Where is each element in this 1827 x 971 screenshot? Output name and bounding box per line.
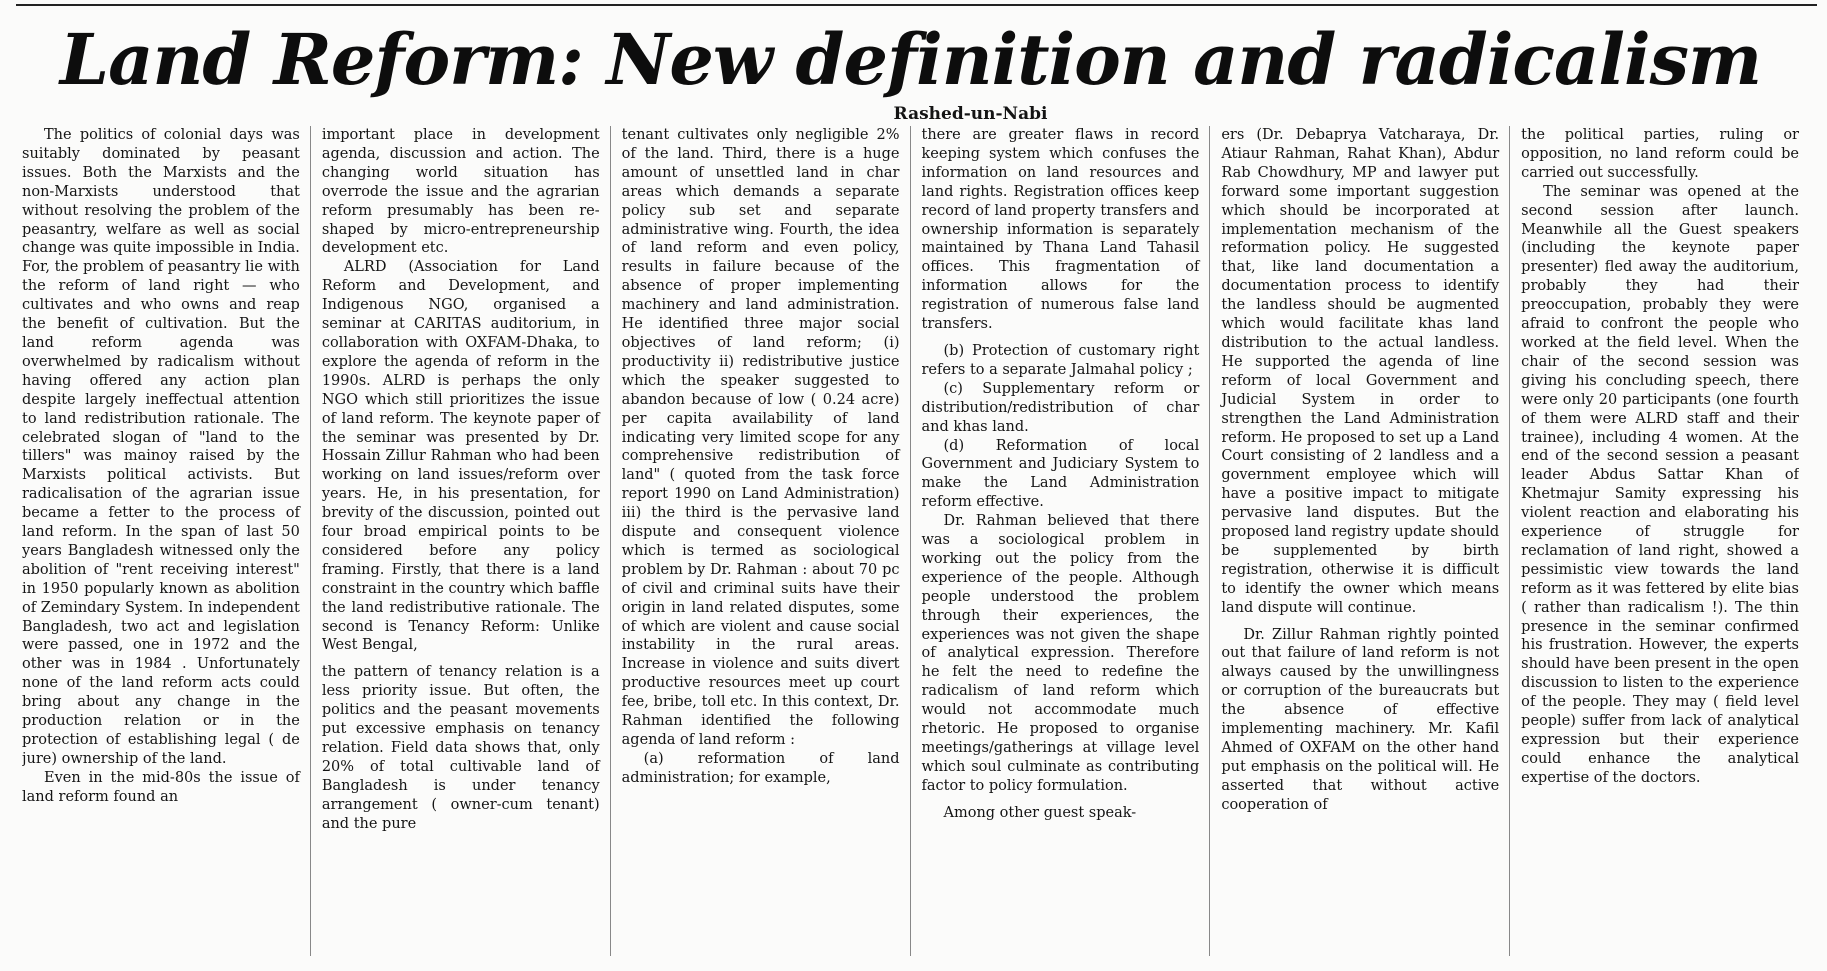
paragraph: The politics of colonial days was suitably dominated by peasant issues. Both the Marxists and the non-Marxists understood that without resolving the problem of the peasantry, welfare as well as social change was quite impossible in India. For, the problem of peasantry lie with the reform of land right — who cultivates and who owns and reap the benefit of cultivation. But the land reform agenda was overwhelmed by radicalism without having offered any action plan despite largely ineffectual attention to land redistribution rationale. The celebrated slogan of "land to the tillers" was mainoy raised by the Marxists political activists. But radicalisation of the agrarian issue became a fetter to the process of land reform. In the span of last 50 years Bangladesh witnessed only the abolition of "rent receiving interest" in 1950 popularly known as abolition of Zemindary System. In independent Bangladesh, two act and legislation were passed, one in 1972 and the other was in 1984 . Unfortunately none of the land reform acts could bring about any change in the production relation or in the protection of establishing legal ( de jure) ownership of the land.	[22, 127, 300, 767]
paragraph: the political parties, ruling or opposition, no land reform could be carried out successfully.	[1521, 127, 1799, 181]
article-body	[22, 126, 1799, 956]
paragraph: ers (Dr. Debaprya Vatcharaya, Dr. Atiaur Rahman, Rahat Khan), Abdur Rab Chowdhury, MP and lawyer put forward some important suggestion which should be incorporated at implementation mechanism of the reformation policy. He suggested that, like land documentation a documentation process to identify the landless should be augmented which would facilitate khas land distribution to the actual landless. He supported the agenda of line reform of local Government and Judicial System in order to strengthen the Land Administration reform. He proposed to set up a Land Court consisting of 2 landless and a government employee which will have a positive impact to mitigate pervasive land disputes. But the proposed land registry update should be supplemented by birth registration, otherwise it is difficult to identify the owner which means land dispute will continue.	[1221, 127, 1500, 616]
paragraph: Dr. Zillur Rahman rightly pointed out that failure of land reform is not always caused by the unwillingness or corruption of the bureaucrats but the absence of effective implementing machinery. Mr. Kafil Ahmed of OXFAM on the other hand put emphasis on the political will. He asserted that without active cooperation of	[1221, 626, 1500, 813]
paragraph: the pattern of tenancy relation is a less priority issue. But often, the politics and the peasant movements put excessive emphasis on tenancy relation. Field data shows that, only 20% of total cultivable land of Bangladesh is under tenancy arrangement ( owner-cum tenant) and the pure	[321, 664, 600, 832]
top-rule	[16, 4, 1817, 6]
paragraph: Dr. Rahman believed that there was a sociological problem in working out the policy from the experience of the people. Although people understood the problem through their experiences, the experiences was not given the shape of analytical expression. Therefore he felt the need to redefine the radicalism of land reform which would not accommodate much rhetoric. He proposed to organise meetings/gatherings at village level which soul culminate as contributing factor to policy formulation.	[921, 513, 1200, 794]
article-column-3	[622, 126, 900, 956]
paragraph: The seminar was opened at the second session after launch. Meanwhile all the Guest speakers (including the keynote paper presenter) fled away the auditorium, probably they had their preoccupation, probably they were afraid to confront the people who worked at the field level. When the chair of the second session was giving his concluding speech, there were only 20 participants (one fourth of them were ALRD staff and their trainee), including 4 women. At the end of the second session a peasant leader Abdus Sattar Khan of Khetmajur Samity expressing his violent reaction and elaborating his experience of struggle for reclamation of land right, showed a pessimistic view towards the land reform as it was fettered by elite bias ( rather than radicalism !). The thin presence in the seminar confirmed his frustration. However, the experts should have been present in the open discussion to listen to the experience of the people. They may ( field level people) suffer from lack of analytical expression but their experience could enhance the analytical expertise of the doctors.	[1521, 183, 1799, 786]
paragraph: Among other guest speak-	[943, 804, 1137, 821]
article-column-2	[322, 126, 600, 956]
paragraph: (b) Protection of customary right refers to a separate Jalmahal policy ;	[921, 342, 1200, 378]
article-column-5	[1221, 126, 1499, 956]
paragraph: important place in development agenda, discussion and action. The changing world situation has overrode the issue and the agrarian reform presumably has been re-shaped by micro-entrepreneurship development etc.	[321, 127, 600, 257]
byline: Rashed-un-Nabi	[893, 104, 1048, 124]
paragraph: (c) Supplementary reform or distribution/redistribution of char and khas land.	[921, 380, 1200, 435]
article-column-4	[922, 126, 1200, 956]
paragraph: Even in the mid-80s the issue of land reform found an	[22, 769, 300, 805]
paragraph: (a) reformation of land administration; for example,	[621, 750, 900, 786]
article-column-6	[1521, 126, 1799, 956]
article-column-1	[22, 126, 300, 956]
paragraph: tenant cultivates only negligible 2% of the land. Third, there is a huge amount of unsettled land in char areas which demands a separate policy sub set and separate administrative wing. Fourth, the idea of land reform and even policy, results in failure because of the absence of proper implementing machinery and land administration. He identified three major social objectives of land reform; (i) productivity ii) redistributive justice which the speaker suggested to abandon because of low ( 0.24 acre) per capita availability of land indicating very limited scope for any comprehensive redistribution of land" ( quoted from the task force report 1990 on Land Administration) iii) the third is the pervasive land dispute and consequent violence which is termed as sociological problem by Dr. Rahman : about 70 pc of civil and criminal suits have their origin in land related disputes, some of which are violent and cause social instability in the rural areas. Increase in violence and suits divert productive resources meet up court fee, bribe, toll etc. In this context, Dr. Rahman identified the following agenda of land reform :	[621, 127, 900, 748]
paragraph: (d) Reformation of local Government and Judiciary System to make the Land Administration reform effective.	[921, 437, 1200, 511]
paragraph: ALRD (Association for Land Reform and Development, and Indigenous NGO, organised a seminar at CARITAS auditorium, in collaboration with OXFAM-Dhaka, to explore the agenda of reform in the 1990s. ALRD is perhaps the only NGO which still prioritizes the issue of land reform. The keynote paper of the seminar was presented by Dr. Hossain Zillur Rahman who had been working on land issues/reform over years. He, in his presentation, for brevity of the discussion, pointed out four broad empirical points to be considered before any policy framing. Firstly, that there is a land constraint in the country which baffle the land redistributive rationale. The second is Tenancy Reform: Unlike West Bengal,	[321, 259, 600, 654]
paragraph: there are greater flaws in record keeping system which confuses the information on land resources and land rights. Registration offices keep record of land property transfers and ownership information is separately maintained by Thana Land Tahasil offices. This fragmentation of information allows for the registration of numerous false land transfers.	[921, 127, 1200, 333]
headline: Land Reform: New definition and radicalism	[59, 18, 1762, 101]
